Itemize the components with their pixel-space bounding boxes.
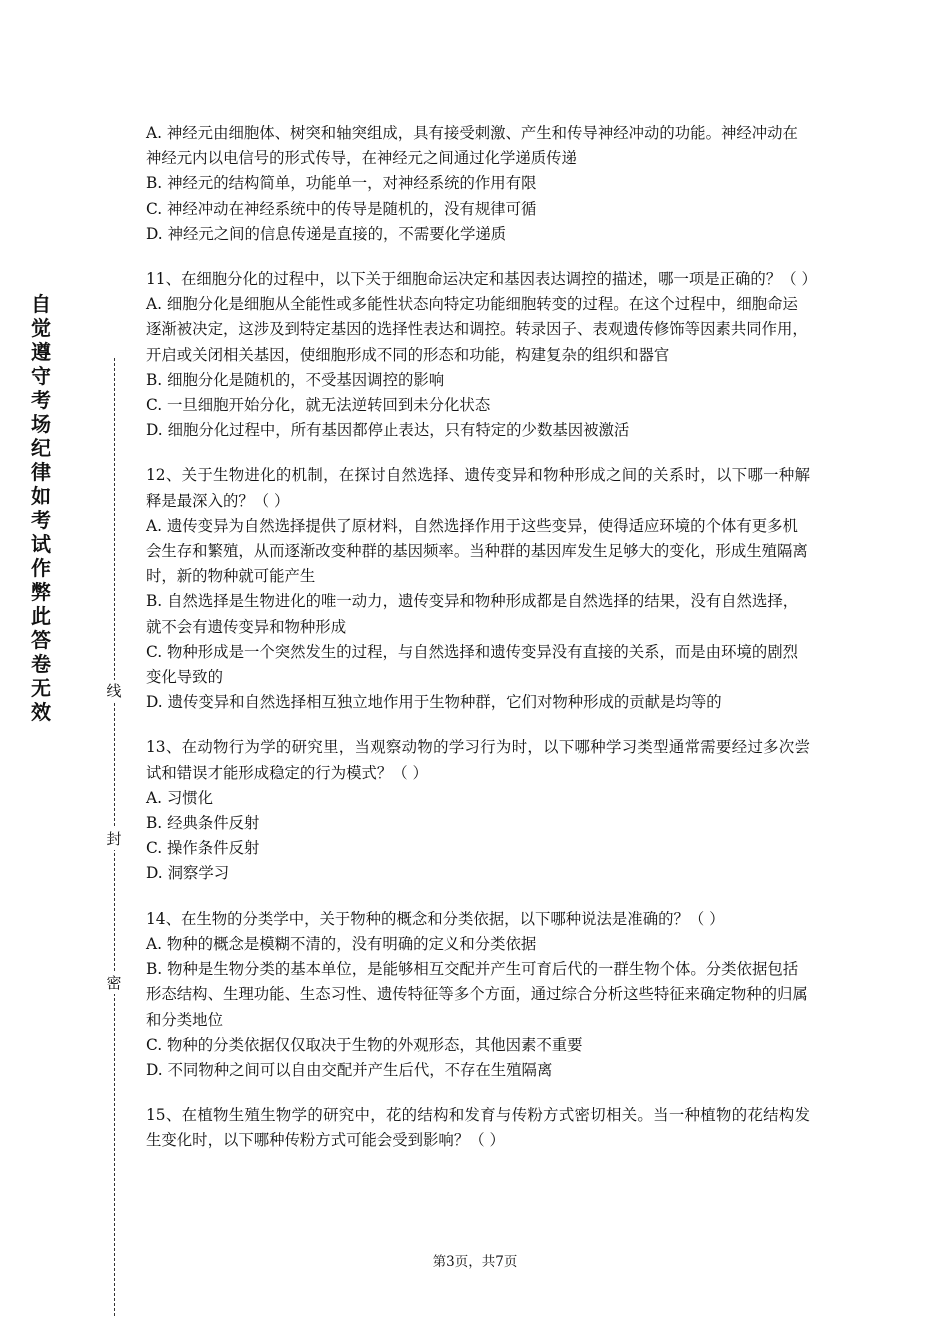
question-stem: 14、在生物的分类学中，关于物种的概念和分类依据，以下哪种说法是准确的？（ ） [146,909,725,928]
option-a: A. 习惯化 [146,788,214,807]
option-d: D. 不同物种之间可以自由交配并产生后代，不存在生殖隔离 [146,1060,553,1079]
option-b: B. 细胞分化是随机的，不受基因调控的影响 [146,370,445,389]
question-15 [146,1103,810,1153]
option-c: C. 物种形成是一个突然发生的过程，与自然选择和遗传变异没有直接的关系，而是由环境的剧烈变化导致的 [146,642,799,687]
option-c: C. 物种的分类依据仅仅取决于生物的外观形态，其他因素不重要 [146,1035,583,1054]
binding-mark-xian: 线 [104,680,124,702]
option-d: D. 细胞分化过程中，所有基因都停止表达，只有特定的少数基因被激活 [146,421,630,440]
page-number: 第3页，共7页 [432,1254,518,1270]
question-11 [146,267,817,443]
option-d: D. 洞察学习 [146,864,230,883]
question-content [146,121,817,1154]
question-stem: 12、关于生物进化的机制，在探讨自然选择、遗传变异和物种形成之间的关系时，以下哪一种解释是最深入的？（ ） [146,466,810,510]
question-13 [146,735,810,886]
option-c: C. 神经冲动在神经系统中的传导是随机的，没有规律可循 [146,199,537,218]
binding-mark-mi: 密 [104,972,124,994]
option-b: B. 神经元的结构简单，功能单一，对神经系统的作用有限 [146,174,537,193]
option-d: D. 神经元之间的信息传递是直接的，不需要化学递质 [146,224,507,243]
binding-warning: 自觉遵守考场纪律如考试作弊此答卷无效 [31,292,51,724]
question-stem: 13、在动物行为学的研究里，当观察动物的学习行为时，以下哪种学习类型通常需要经过多次尝试和错误才能形成稳定的行为模式？（ ） [146,738,810,782]
question-14 [146,907,810,1083]
option-b: B. 物种是生物分类的基本单位，是能够相互交配并产生可育后代的一群生物个体。分类依据包括形态结构、生理功能、生态习性、遗传特征等多个方面，通过综合分析这些特征来确定物种的归属和分类地位 [146,960,808,1029]
option-b: B. 自然选择是生物进化的唯一动力，遗传变异和物种形成都是自然选择的结果，没有自然选择，就不会有遗传变异和物种形成 [146,592,799,636]
option-b: B. 经典条件反射 [146,814,260,833]
option-a: A. 神经元由细胞体、树突和轴突组成，具有接受刺激、产生和传导神经冲动的功能。神经冲动在神经元内以电信号的形式传导，在神经元之间通过化学递质传递 [146,124,798,168]
question-stem: 15、在植物生殖生物学的研究中，花的结构和发育与传粉方式密切相关。当一种植物的花结构发生变化时，以下哪种传粉方式可能会受到影响？（ ） [146,1106,810,1150]
option-a: A. 物种的概念是模糊不清的，没有明确的定义和分类依据 [146,934,537,953]
option-a: A. 遗传变异为自然选择提供了原材料，自然选择作用于这些变异，使得适应环境的个体有更多机会生存和繁殖，从而逐渐改变种群的基因频率。当种群的基因库发生足够大的变化，形成生殖隔离时，新的物种就可能产生 [146,516,808,586]
binding-mark-feng: 封 [104,828,124,850]
option-d: D. 遗传变异和自然选择相互独立地作用于生物种群，它们对物种形成的贡献是均等的 [146,693,722,712]
question-stem: 11、在细胞分化的过程中，以下关于细胞命运决定和基因表达调控的描述，哪一项是正确的？（ ） [146,270,817,289]
option-c: C. 一旦细胞开始分化，就无法逆转回到未分化状态 [146,396,491,415]
question-10-continuation [146,121,810,247]
option-c: C. 操作条件反射 [146,839,260,858]
option-a: A. 细胞分化是细胞从全能性或多能性状态向特定功能细胞转变的过程。在这个过程中，细胞命运逐渐被决定，这涉及到特定基因的选择性表达和调控。转录因子、表观遗传修饰等因素共同作用，开启或关闭相关基因，使细胞形成不同的形态和功能，构建复杂的组织和器官 [146,295,808,364]
question-12 [146,463,810,715]
